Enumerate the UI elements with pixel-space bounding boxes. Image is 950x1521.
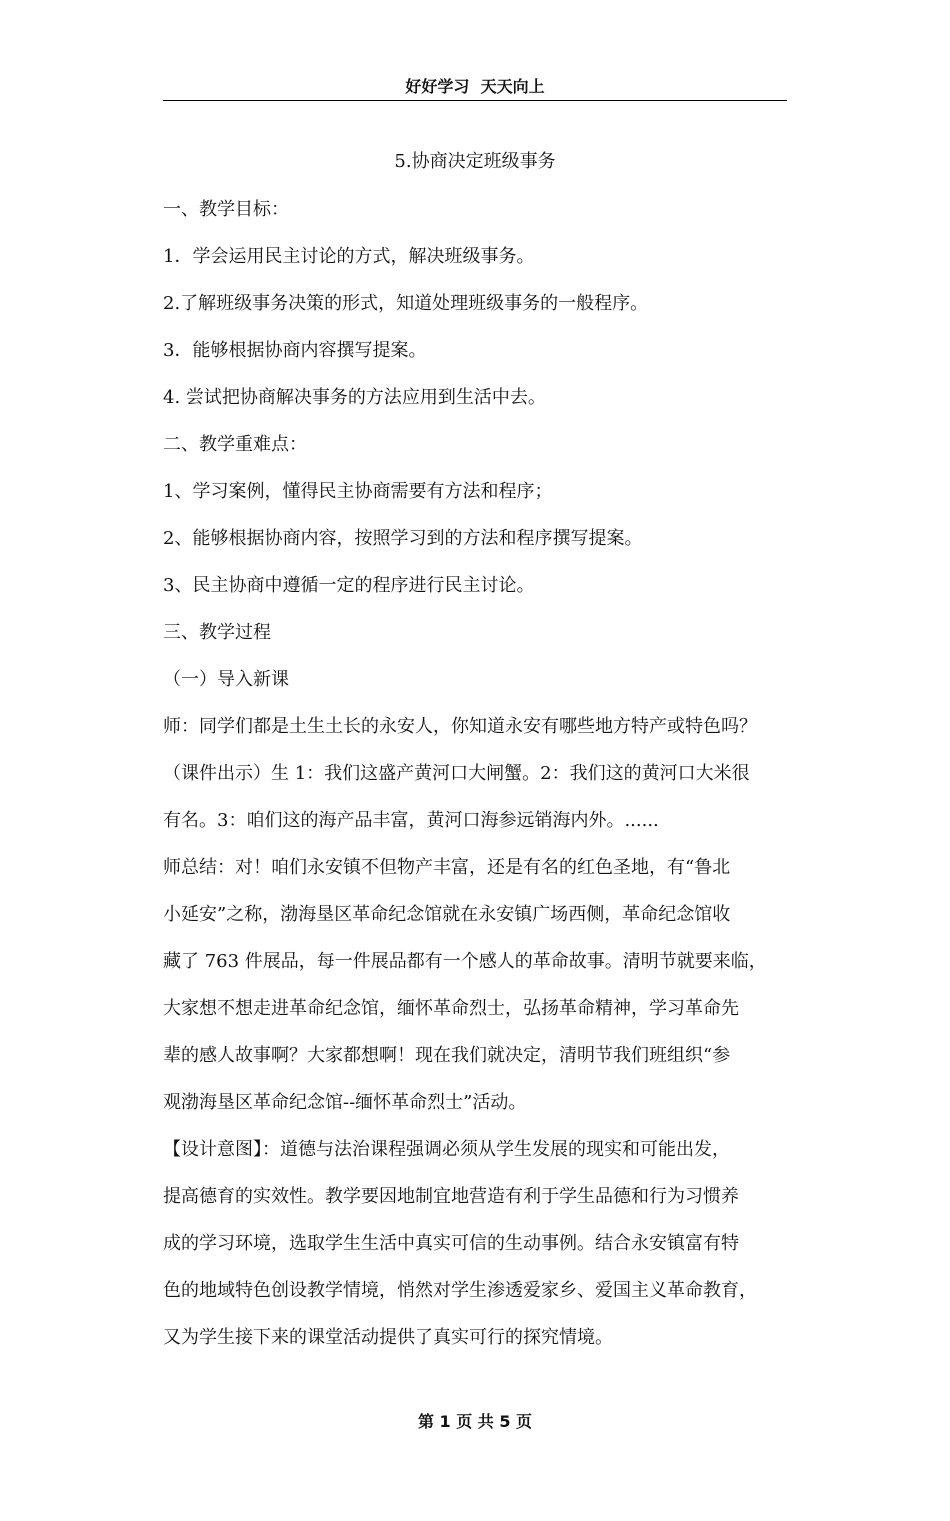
subsection-heading-intro: （一）导入新课 bbox=[163, 669, 289, 690]
page-header: 好好学习 天天向上 bbox=[405, 77, 545, 96]
paragraph-line: 师总结：对！咱们永安镇不但物产丰富，还是有名的红色圣地，有“鲁北 bbox=[163, 857, 731, 878]
header-divider bbox=[163, 100, 787, 101]
page-footer: 第 1 页 共 5 页 bbox=[417, 1412, 533, 1431]
document-title: 5.协商决定班级事务 bbox=[394, 151, 556, 172]
key-point-3: 3、民主协商中遵循一定的程序进行民主讨论。 bbox=[163, 575, 535, 596]
objective-2: 2.了解班级事务决策的形式，知道处理班级事务的一般程序。 bbox=[163, 293, 649, 314]
paragraph-line: 观渤海垦区革命纪念馆--缅怀革命烈士”活动。 bbox=[163, 1092, 527, 1113]
design-intent-line: 色的地域特色创设教学情境，悄然对学生渗透爱家乡、爱国主义革命教育， bbox=[163, 1280, 757, 1301]
document-body bbox=[163, 198, 793, 1373]
objective-1: 1．学会运用民主讨论的方式，解决班级事务。 bbox=[163, 246, 535, 267]
paragraph-line: 有名。3：咱们这的海产品丰富，黄河口海参远销海内外。...... bbox=[163, 810, 659, 831]
design-intent-line: 成的学习环境，选取学生生活中真实可信的生动事例。结合永安镇富有特 bbox=[163, 1233, 739, 1254]
design-intent-line: 又为学生接下来的课堂活动提供了真实可行的探究情境。 bbox=[163, 1327, 613, 1348]
objective-3: 3．能够根据协商内容撰写提案。 bbox=[163, 340, 427, 361]
paragraph-line: （课件出示）生 1：我们这盛产黄河口大闸蟹。2：我们这的黄河口大米很 bbox=[163, 763, 750, 784]
section-heading-objectives: 一、教学目标： bbox=[163, 199, 289, 220]
section-heading-key-points: 二、教学重难点： bbox=[163, 434, 307, 455]
key-point-1: 1、学习案例，懂得民主协商需要有方法和程序； bbox=[163, 481, 553, 502]
objective-4: 4. 尝试把协商解决事务的方法应用到生活中去。 bbox=[163, 387, 546, 408]
design-intent-line: 【设计意图】：道德与法治课程强调必须从学生发展的现实和可能出发， bbox=[163, 1139, 730, 1160]
key-point-2: 2、能够根据协商内容，按照学习到的方法和程序撰写提案。 bbox=[163, 528, 643, 549]
section-heading-process: 三、教学过程 bbox=[163, 622, 271, 643]
paragraph-line: 辈的感人故事啊？大家都想啊！现在我们就决定，清明节我们班组织“参 bbox=[163, 1045, 731, 1066]
paragraph-line: 师：同学们都是土生土长的永安人，你知道永安有哪些地方特产或特色吗？ bbox=[163, 716, 757, 737]
paragraph-line: 小延安”之称，渤海垦区革命纪念馆就在永安镇广场西侧，革命纪念馆收 bbox=[163, 904, 731, 925]
paragraph-line: 藏了 763 件展品，每一件展品都有一个感人的革命故事。清明节就要来临， bbox=[163, 951, 767, 972]
paragraph-line: 大家想不想走进革命纪念馆，缅怀革命烈士，弘扬革命精神，学习革命先 bbox=[163, 998, 739, 1019]
design-intent-line: 提高德育的实效性。教学要因地制宜地营造有利于学生品德和行为习惯养 bbox=[163, 1186, 739, 1207]
